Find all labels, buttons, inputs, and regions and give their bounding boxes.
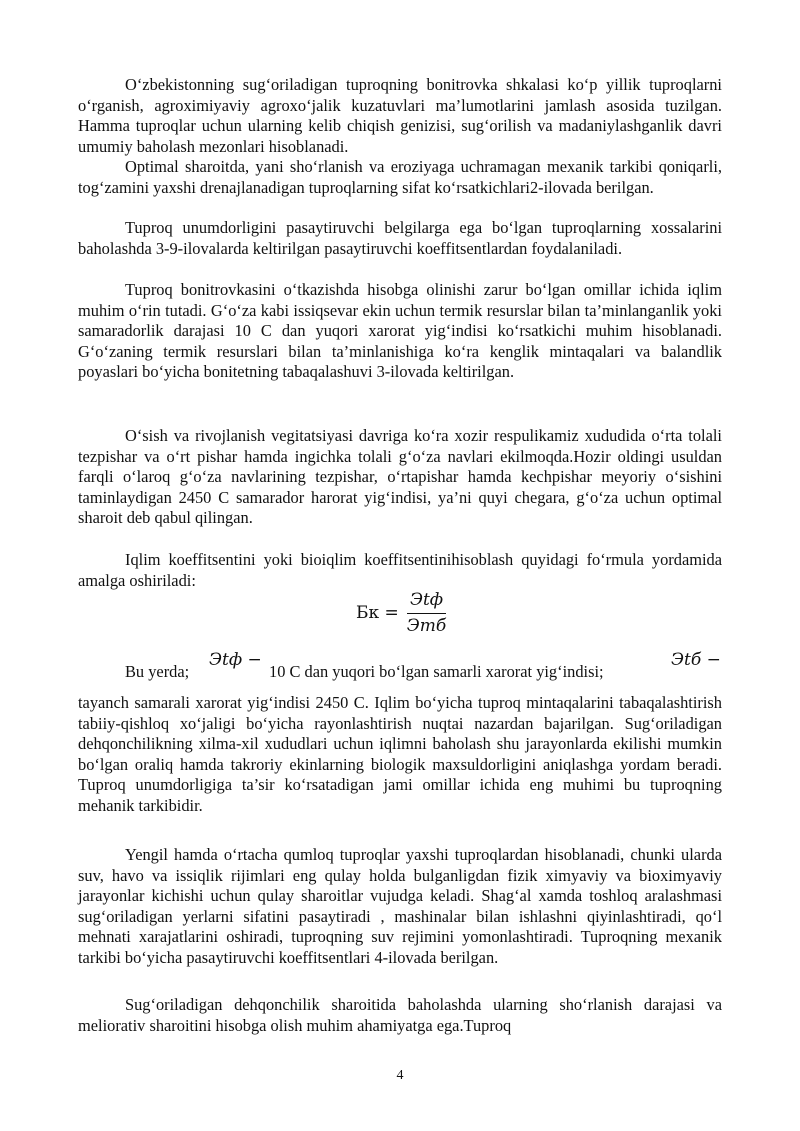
paragraph-8: Yengil hamda o‘rtacha qumloq tuproqlar yaxshi tuproqlardan hisoblanadi, chunki ularda suv, havo va issiqlik rijimlari eng qulay holda bulganligdan fizik ximyaviy va bioximyaviy jarayonlar kichishi uchun qulay sharoitlar vujudga keladi. Shag‘al xamda toshloq aralashmasi sug‘oriladigan yerlarni sifatini pasaytiradi , mashinalar bilan ishlashni qiyinlashtiradi, qo‘l mehnati xarajatlarini oshiradi, tuproqning suv rejimini yomonlashtiradi. Tuproqning mexanik tarkibi bo‘yicha pasaytiruvchi koeffitsentlari 4-ilovada berilgan. <box>78 845 722 967</box>
page-number: 4 <box>396 1068 404 1083</box>
paragraph-4: Tuproq bonitrovkasini o‘tkazishda hisobga olinishi zarur bo‘lgan omillar ichida iqlim muhim o‘rin tutadi. G‘o‘za kabi issiqsevar ekin uchun termik resurslar bilan ta’minlanganlik yoki samaradorlik darajasi 10 C dan yuqori xarorat yig‘indisi ko‘rsatkichi muhim hisoblanadi. G‘o‘zaning termik resurslari bilan ta’minlanishiga ko‘ra kenglik mintaqalari va balandlik poyaslari bo‘yicha bonitetning tabaqalashuvi 3-ilovada keltirilgan. <box>78 280 722 382</box>
paragraph-2: Optimal sharoitda, yani sho‘rlanish va eroziyaga uchramagan mexanik tarkibi qoniqarli, tog‘zamini yaxshi drenajlanadigan tuproqlarning sifat ko‘rsatkichlari2-ilovada berilgan. <box>78 157 722 197</box>
formula-fraction <box>407 590 447 636</box>
legend-symbol-2: Эtб − <box>671 650 721 670</box>
paragraph-6: Iqlim koeffitsentini yoki bioiqlim koeffitsentinihisoblash quyidagi fo‘rmula yordamida amalga oshiriladi: <box>78 550 722 590</box>
formula-lhs: Бк = <box>356 602 399 623</box>
legend-prefix: Bu yerda; <box>125 662 190 681</box>
paragraph-9: Sug‘oriladigan dehqonchilik sharoitida baholashda ularning sho‘rlanish darajasi va meliorativ sharoitini hisobga olish muhim ahamiyatga ega.Tuproq <box>78 995 722 1035</box>
paragraph-3: Tuproq unumdorligini pasaytiruvchi belgilarga ega bo‘lgan tuproqlarning xossalarini baholashda 3-9-ilovalarda keltirilgan pasaytiruvchi koeffitsentlardan foydalaniladi. <box>78 218 722 258</box>
paragraph-1: O‘zbekistonning sug‘oriladigan tuproqning bonitrovka shkalasi ko‘p yillik tuproqlarni o‘rganish, agroximiyaviy agroxo‘jalik kuzatuvlari ma’lumotlarini jamlash asosida tuzilgan. Hamma tuproqlar uchun ularning kelib chiqish genizisi, sug‘orilish va madaniylashganlik davri umumiy baholash mezonlari hisoblanadi. <box>78 75 722 156</box>
formula-legend <box>125 650 725 686</box>
legend-text: 10 C dan yuqori bo‘lgan samarli xarorat yig‘indisi; <box>269 662 604 681</box>
legend-symbol-1: Эtф − <box>209 650 262 670</box>
bioclimate-formula <box>356 590 446 636</box>
formula-denominator: Этб <box>406 615 447 636</box>
paragraph-7: tayanch samarali xarorat yig‘indisi 2450 C. Iqlim bo‘yicha tuproq mintaqalarini tabaqalashtirish tabiiy-qishloq xo‘jaligi bo‘yicha rayonlashtirish nuqtai nazardan bajarilgan. Sug‘oriladigan dehqonchilikning xilma-xil xududlari uchun iqlimni baholash shu jarayonlarda ekilishi mumkin bo‘lgan oraliq hamda takroriy ekinlarning biologik maxsuldorligini aniqlashga yordam beradi. Tuproq unumdorligiga ta’sir ko‘rsatadigan jami omillar ichida eng muhimi bu tuproqning mehanik tarkibidir. <box>78 693 722 815</box>
paragraph-5: O‘sish va rivojlanish vegitatsiyasi davriga ko‘ra xozir respulikamiz xududida o‘rta tolali tezpishar va o‘rt pishar hamda ingichka tolali g‘o‘za navlari ekilmoqda.Hozir oldingi usuldan farqli o‘laroq g‘o‘za navlarining tezpishar, o‘rtapishar hamda kechpishar meyoriy o‘sishini taminlaydigan 2450 C samarador harorat yig‘indisi, ya’ni quyi chegara, g‘o‘za uchun optimal sharoit deb qabul qilingan. <box>78 426 722 528</box>
formula-numerator: Эtф <box>407 590 446 614</box>
